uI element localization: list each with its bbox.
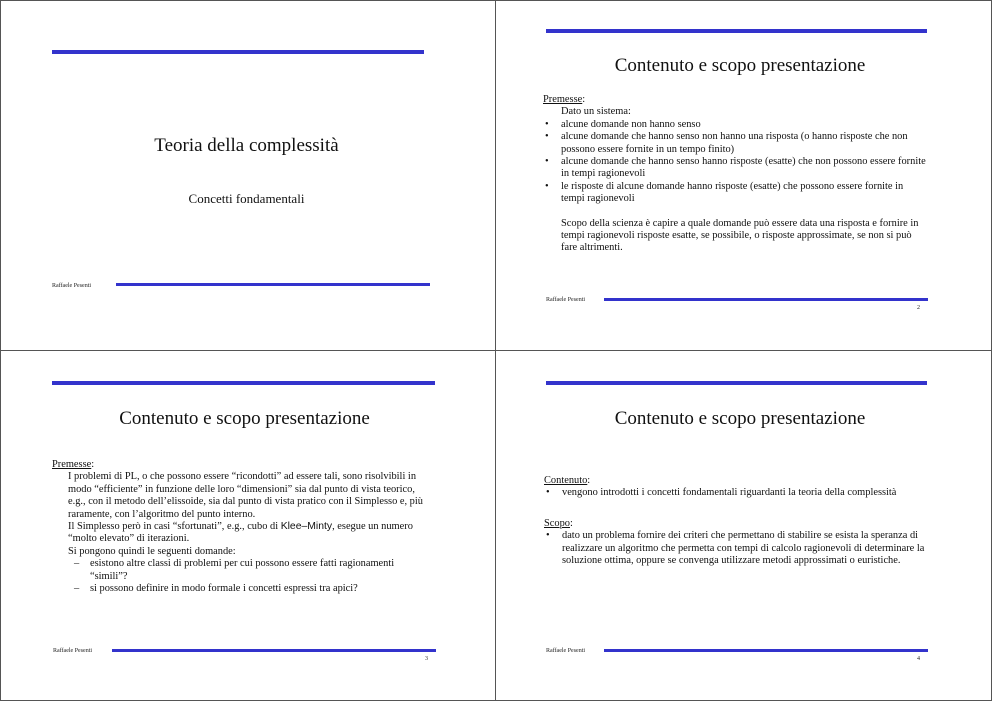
author-label: Raffaele Pesenti — [546, 648, 586, 654]
top-accent-bar — [546, 381, 927, 385]
author-label: Raffaele Pesenti — [546, 297, 586, 303]
section-heading: Premesse — [543, 94, 583, 105]
top-accent-bar — [52, 381, 435, 385]
top-accent-bar — [546, 29, 927, 33]
slide-3 — [0, 351, 495, 701]
slide-2 — [496, 0, 992, 350]
slide-4 — [496, 351, 992, 701]
bottom-accent-bar — [116, 283, 430, 286]
paragraph: I problemi di PL, o che possono essere “ricondotti” ad essere tali, sono risolvibili in modo “efficiente” in funzione delle loro “dimensioni” sia dal punto di vista teorico, e.g., con il metodo dell’elissoide, sia dal punto di vista pratico con il Simplesso e, più raramente, con l’algoritmo del punto interno. — [68, 471, 423, 520]
intro-text: Dato un sistema: — [561, 106, 631, 118]
list-item: • vengono introdotti i concetti fondamentali riguardanti la teoria della complessità — [546, 487, 897, 499]
list-item: • alcune domande che hanno senso hanno risposte (esatte) che non possono essere fornite in tempi ragionevoli — [545, 156, 926, 180]
slide-1 — [0, 0, 495, 350]
section-heading: Contenuto — [544, 475, 588, 486]
slide-title: Teoria della complessità — [154, 135, 339, 156]
section-heading: Scopo — [544, 517, 570, 529]
bottom-accent-bar — [112, 649, 436, 652]
slide-body: Contenuto: • vengono introdotti i concetti fondamentali riguardanti la teoria della complessità Scopo: • dato un problema fornire dei criteri che permettano di stabilire se esista la speranza di realizzare un algoritmo che permetta con tempi di calcolo ragionevoli di determinare la soluzione ottima, oppure se convenga utilizzare metodi approssimati o euristiche. — [544, 475, 929, 567]
slide-title: Contenuto e scopo presentazione — [614, 408, 866, 429]
list-item: • dato un problema fornire dei criteri che permettano di stabilire se esista la speranza di realizzare un algoritmo che permetta con tempi di calcolo ragionevoli di determinare la soluzione ottima, oppure se convenga utilizzare metodi approssimati o euristiche. — [546, 530, 925, 567]
page-number: 2 — [917, 305, 920, 311]
author-label: Raffaele Pesenti — [52, 283, 92, 289]
bottom-accent-bar — [604, 298, 928, 301]
list-item: • le risposte di alcune domande hanno risposte (esatte) che possono essere fornite in tempi ragionevoli — [545, 180, 904, 205]
list-item: – si possono definire in modo formale i concetti espressi tra apici? — [74, 583, 358, 595]
author-label: Raffaele Pesenti — [53, 648, 93, 654]
section-heading: Premesse — [52, 459, 92, 470]
bottom-accent-bar — [604, 649, 928, 652]
page-number: 4 — [917, 656, 920, 662]
paragraph: Il Simplesso però in casi “sfortunati”, e.g., cubo di Klee–Minty, esegue un numero “molto elevato” di iterazioni. — [68, 521, 413, 545]
paragraph: Si pongono quindi le seguenti domande: — [68, 545, 236, 557]
slide-title: Contenuto e scopo presentazione — [614, 55, 866, 76]
slide-body: Premesse: Dato un sistema: • alcune domande non hanno senso • alcune domande che hanno senso non hanno una risposta (o hanno risposte che non possono essere fornite in un tempo finito) • alcune domande che hanno senso hanno risposte (esatte) che non possono essere fornite in tempi ragionevoli • le risposte di alcune domande hanno risposte (esatte) che possono essere fornite in tempi ragionevoli Scopo della scienza è capire a quale domande può essere data una risposta e fornire in tempi ragionevoli risposte esatte, se possibile, o risposte approssimate, se non si può fare altrimenti. — [543, 94, 928, 255]
closing-paragraph: Scopo della scienza è capire a quale domande può essere data una risposta e fornire in tempi ragionevoli risposte esatte, se possibile, o risposte approssimate, se non si può fare altrimenti. — [561, 217, 919, 254]
list-item: – esistono altre classi di problemi per cui possono essere fatti ragionamenti “simili”? — [74, 558, 395, 582]
list-item: • alcune domande che hanno senso non hanno una risposta (o hanno risposte che non possono essere fornite in un tempo finito) — [545, 131, 908, 155]
slide-body: Premesse: I problemi di PL, o che possono essere “ricondotti” ad essere tali, sono risolvibili in modo “efficiente” in funzione delle loro “dimensioni” sia dal punto di vista teorico, e.g., con il metodo dell’elissoide, sia dal punto di vista pratico con il Simplesso e, più raramente, con l’algoritmo del punto interno. Il Simplesso però in casi “sfortunati”, e.g., cubo di Klee–Minty, esegue un numero “molto elevato” di iterazioni. Si pongono quindi le seguenti domande: – esistono altre classi di problemi per cui possono essere fatti ragionamenti “simili”? – si possono definire in modo formale i concetti espressi tra apici? — [52, 459, 432, 595]
top-accent-bar — [52, 50, 424, 54]
list-item: • alcune domande non hanno senso — [545, 118, 701, 130]
slide-title: Contenuto e scopo presentazione — [119, 408, 370, 429]
page-number: 3 — [425, 656, 428, 662]
slide-subtitle: Concetti fondamentali — [188, 191, 305, 206]
